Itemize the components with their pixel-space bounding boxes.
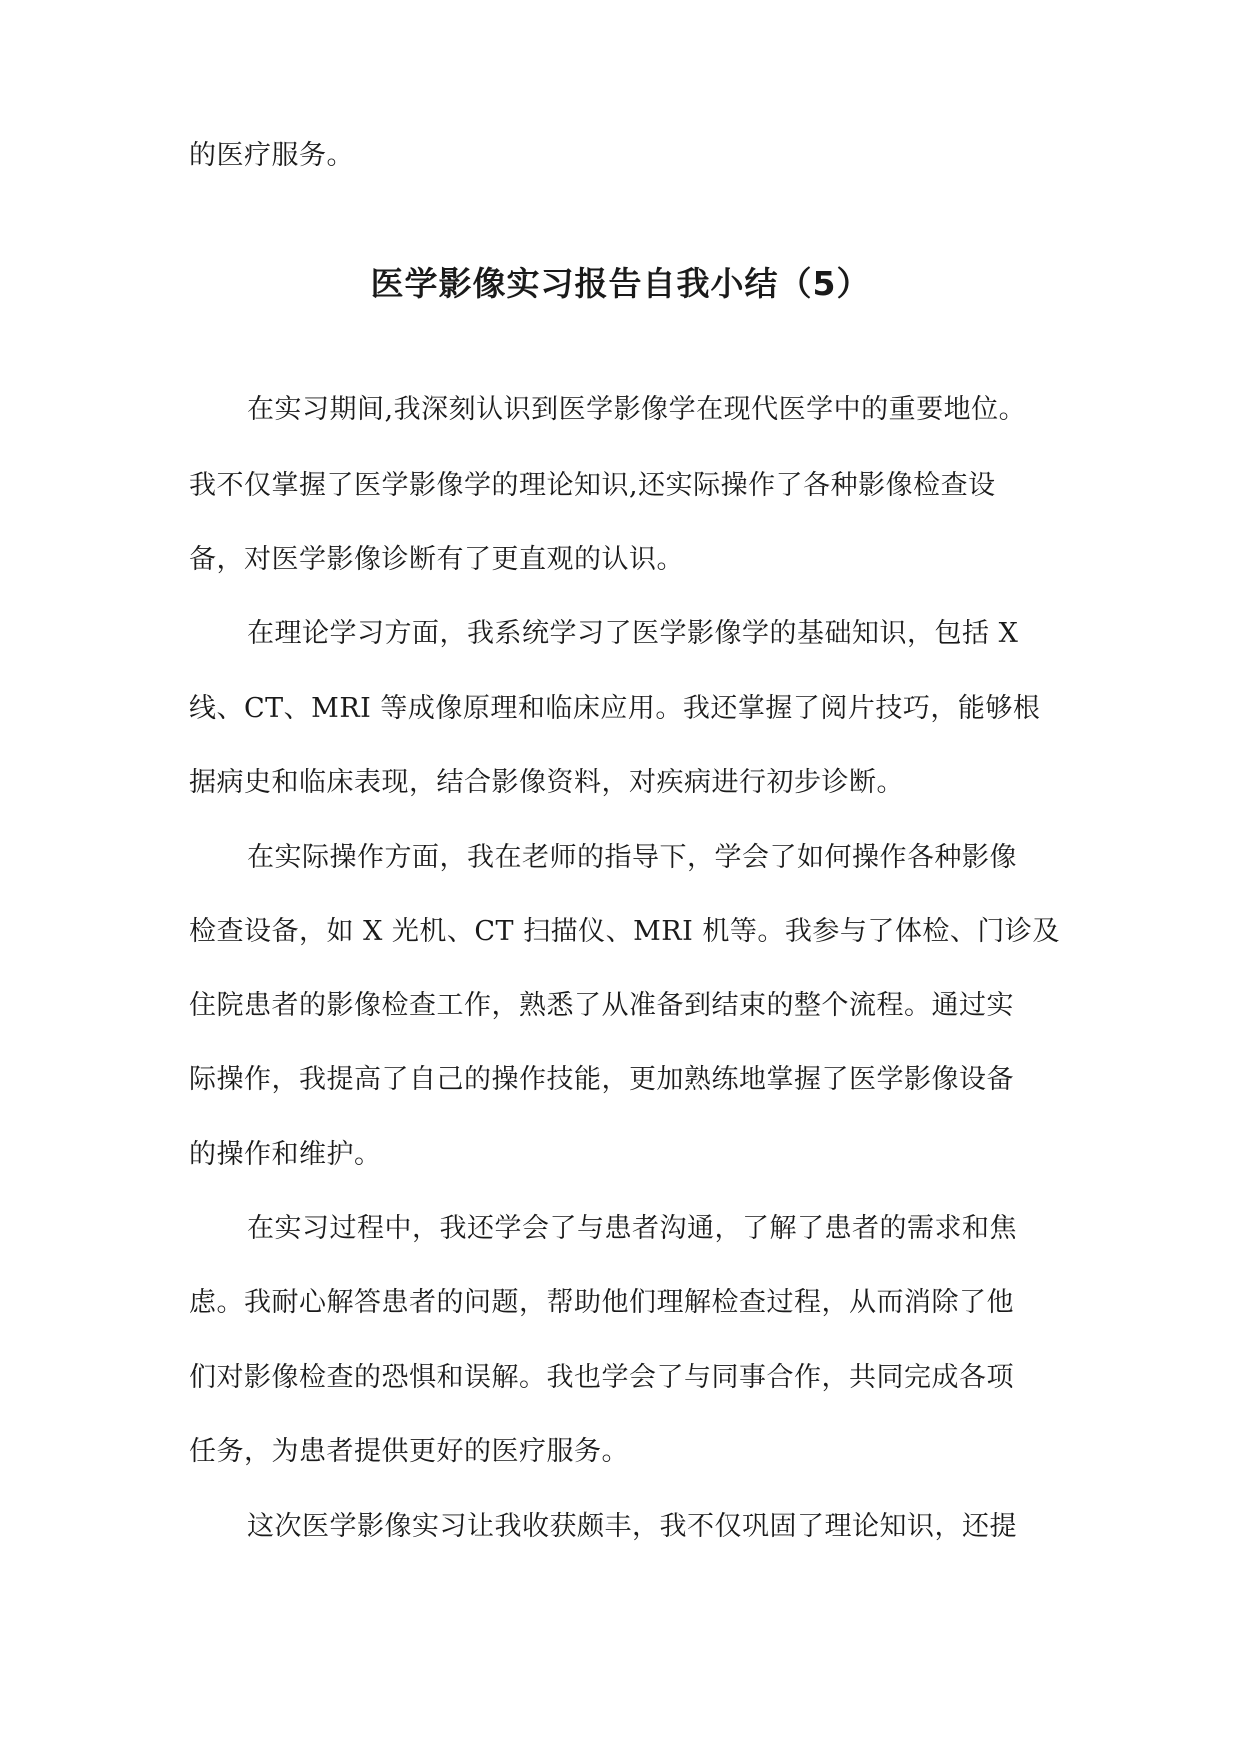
paragraph-2-line-2: 线、CT、MRI 等成像原理和临床应用。我还掌握了阅片技巧，能够根 [189, 693, 1041, 724]
paragraph-1-line-1: 在实习期间,我深刻认识到医学影像学在现代医学中的重要地位。 [247, 394, 1027, 425]
paragraph-4-line-2: 虑。我耐心解答患者的问题，帮助他们理解检查过程，从而消除了他 [189, 1287, 1014, 1318]
paragraph-1-line-3: 备，对医学影像诊断有了更直观的认识。 [189, 544, 684, 575]
paragraph-2-line-1: 在理论学习方面，我系统学习了医学影像学的基础知识，包括 X [247, 618, 1019, 649]
paragraph-4-line-3: 们对影像检查的恐惧和误解。我也学会了与同事合作，共同完成各项 [189, 1362, 1014, 1393]
page-title: 医学影像实习报告自我小结（5） [370, 264, 871, 303]
paragraph-5-line-1: 这次医学影像实习让我收获颇丰，我不仅巩固了理论知识，还提 [247, 1511, 1017, 1542]
paragraph-3-line-2: 检查设备，如 X 光机、CT 扫描仪、MRI 机等。我参与了体检、门诊及 [189, 916, 1060, 947]
paragraph-3-line-3: 住院患者的影像检查工作，熟悉了从准备到结束的整个流程。通过实 [189, 990, 1014, 1021]
paragraph-3-line-5: 的操作和维护。 [189, 1139, 382, 1170]
paragraph-3-line-4: 际操作，我提高了自己的操作技能，更加熟练地掌握了医学影像设备 [189, 1064, 1014, 1095]
paragraph-4-line-1: 在实习过程中，我还学会了与患者沟通，了解了患者的需求和焦 [247, 1213, 1017, 1244]
paragraph-1-line-2: 我不仅掌握了医学影像学的理论知识,还实际操作了各种影像检查设 [189, 470, 996, 501]
paragraph-3-line-1: 在实际操作方面，我在老师的指导下，学会了如何操作各种影像 [247, 842, 1017, 873]
paragraph-4-line-4: 任务，为患者提供更好的医疗服务。 [189, 1436, 629, 1467]
continuation-line: 的医疗服务。 [189, 140, 354, 171]
paragraph-2-line-3: 据病史和临床表现，结合影像资料，对疾病进行初步诊断。 [189, 767, 904, 798]
